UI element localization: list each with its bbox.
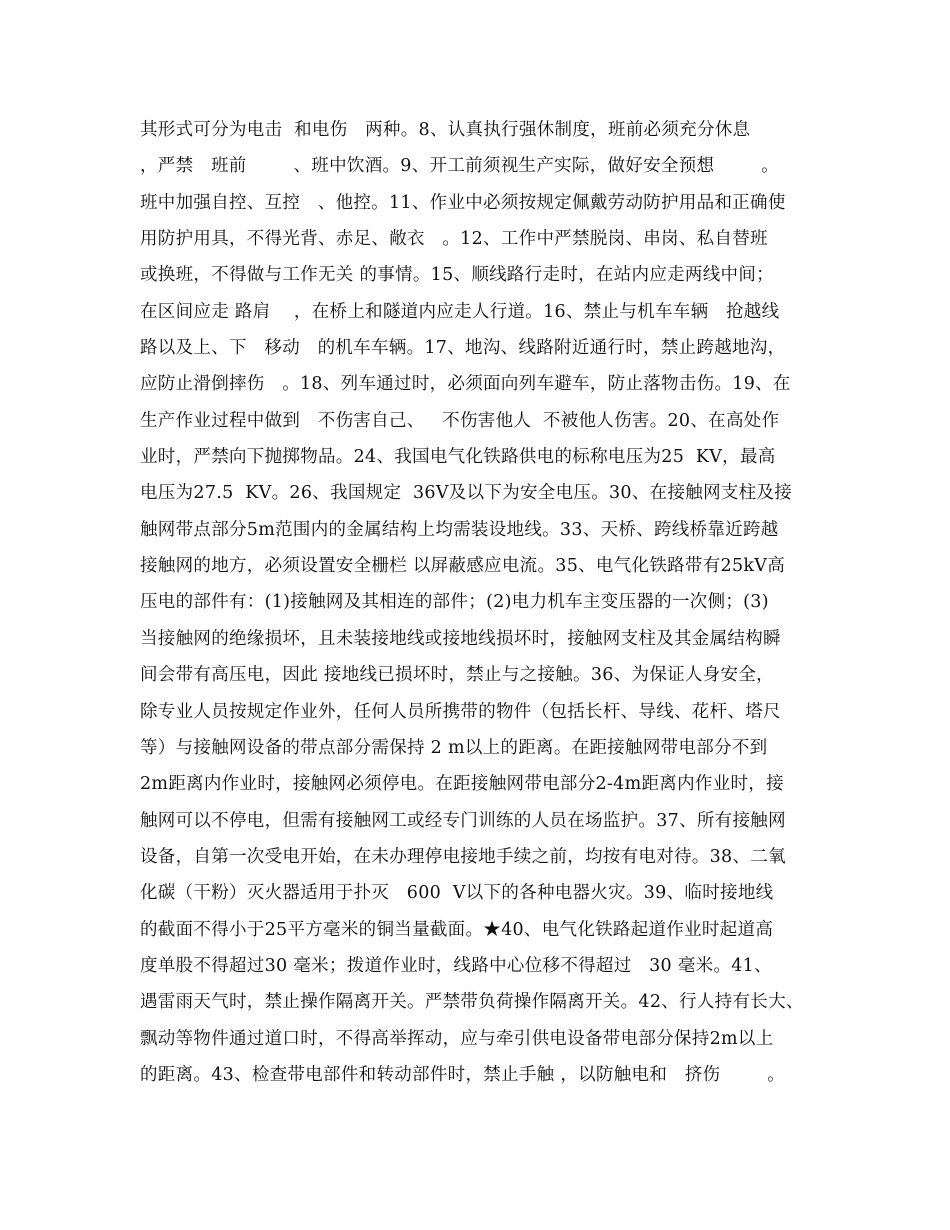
text-line: 触网可以不停电，但需有接触网工或经专门训练的人员在场监护。37、所有接触网: [140, 810, 786, 831]
text-line: 用防护用具，不得光背、赤足、敞衣 。12、工作中严禁脱岗、串岗、私自替班: [140, 229, 768, 250]
text-line: 触网带点部分5m范围内的金属结构上均需装设地线。33、天桥、跨线桥靠近跨越: [140, 519, 779, 540]
body-text: [140, 112, 830, 1093]
text-line: 除专业人员按规定作业外，任何人员所携带的物件（包括长杆、导线、花杆、塔尺: [140, 701, 781, 722]
text-line: 路以及上、下 移动 的机车车辆。17、地沟、线路附近通行时，禁止跨越地沟，: [140, 338, 786, 359]
text-line: 的截面不得小于25平方毫米的铜当量截面。★40、电气化铁路起道作业时起道高: [140, 919, 774, 940]
text-line: 当接触网的绝缘损坏，且未装接地线或接地线损坏时，接触网支柱及其金属结构瞬: [140, 628, 781, 649]
text-line: 或换班，不得做与工作无关 的事情。15、顺线路行走时，在站内应走两线中间；: [140, 265, 774, 286]
text-line: 班中加强自控、互控 、他控。11、作业中必须按规定佩戴劳动防护用品和正确使: [140, 192, 786, 213]
text-line: 遇雷雨天气时，禁止操作隔离开关。严禁带负荷操作隔离开关。42、行人持有长大、: [140, 992, 804, 1013]
text-line: 业时，严禁向下抛掷物品。24、我国电气化铁路供电的标称电压为25 KV，最高: [140, 447, 776, 468]
text-line: 飘动等物件通过道口时，不得高举挥动，应与牵引供电设备带电部分保持2m以上: [140, 1028, 774, 1049]
text-line: 度单股不得超过30 毫米；拨道作业时，线路中心位移不得超过 30 毫米。41、: [140, 955, 772, 976]
text-line: 其形式可分为电击 和电伤 两种。8、认真执行强休制度，班前必须充分休息: [140, 120, 751, 140]
text-line: 应防止滑倒摔伤 。18、列车通过时，必须面向列车避车，防止落物击伤。19、在: [140, 374, 791, 395]
text-line: 设备，自第一次受电开始，在未办理停电接地手续之前，均按有电对待。38、二氧: [140, 846, 786, 867]
text-line: 2m距离内作业时，接触网必须停电。在距接触网带电部分2-4m距离内作业时，接: [140, 774, 784, 795]
text-line: 电压为27.5 KV。26、我国规定 36V及以下为安全电压。30、在接触网支柱及接: [140, 483, 793, 504]
text-line: 间会带有高压电，因此 接地线已损坏时，禁止与之接触。36、为保证人身安全，: [140, 665, 774, 686]
text-line: 接触网的地方，必须设置安全栅栏 以屏蔽感应电流。35、电气化铁路带有25kV高: [140, 556, 786, 577]
text-line: 生产作业过程中做到 不伤害自己、 不伤害他人 不被他人伤害。20、在高处作: [140, 410, 780, 431]
text-line: 化碳（干粉）灭火器适用于扑灭 600 V以下的各种电器火灾。39、临时接地线: [140, 883, 774, 904]
text-line: 在区间应走 路肩 ，在桥上和隧道内应走人行道。16、禁止与机车车辆 抢越线: [140, 301, 780, 322]
text-line: 等）与接触网设备的带点部分需保持 2 m以上的距离。在距接触网带电部分不到: [140, 737, 768, 758]
text-line: 的距离。43、检查带电部件和转动部件时，禁止手触 ，以防触电和 挤伤 。: [140, 1064, 786, 1085]
text-line: 压电的部件有：(1)接触网及其相连的部件；(2)电力机车主变压器的一次侧；(3): [140, 592, 769, 613]
text-line: ，严禁 班前 、班中饮酒。9、开工前须视生产实际，做好安全预想 。: [140, 156, 780, 177]
